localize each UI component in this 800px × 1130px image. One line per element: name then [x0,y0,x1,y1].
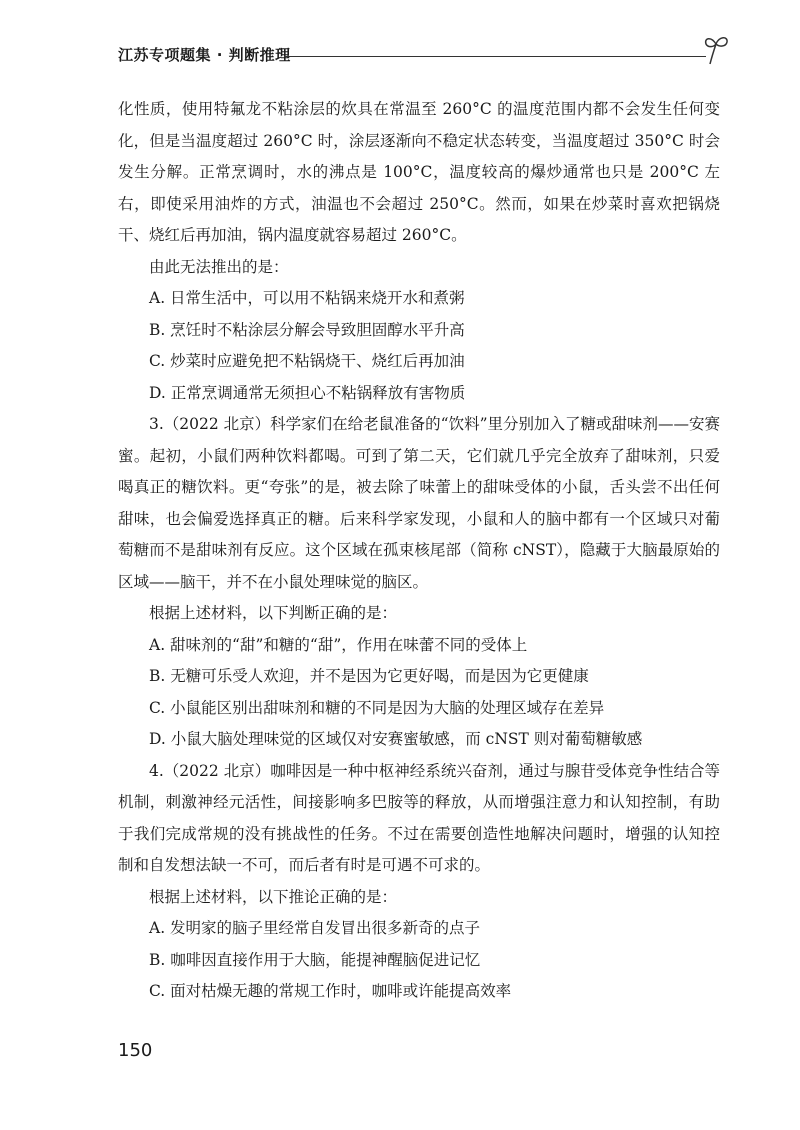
question-stem: 4.（2022 北京）咖啡因是一种中枢神经系统兴奋剂，通过与腺苷受体竞争性结合等机制，刺激神经元活性，间接影响多巴胺等的释放，从而增强注意力和认知控制，有助于我们完成常规的没有挑战性的任务。不过在需要创造性地解决问题时，增强的认知控制和自发想法缺一不可，而后者有时是可遇不可求的。 [118,761,720,874]
question-prompt: 根据上述材料，以下推论正确的是： [149,887,398,906]
page-content [118,94,720,1008]
continued-question [118,94,720,409]
option-c: C. 面对枯燥无趣的常规工作时，咖啡或许能提高效率 [149,982,512,1000]
option-d: D. 正常烹调通常无须担心不粘锅释放有害物质 [149,383,466,402]
running-header [118,38,730,70]
option-b: B. 无糖可乐受人欢迎，并不是因为它更好喝，而是因为它更健康 [149,667,589,685]
question-4 [118,756,720,1008]
header-title: 江苏专项题集 · 判断推理 [118,46,291,64]
option-b: B. 咖啡因直接作用于大脑，能提神醒脑促进记忆 [149,950,481,969]
option-a: A. 甜味剂的“甜”和糖的“甜”，作用在味蕾不同的受体上 [149,635,528,654]
question-prompt: 由此无法推出的是： [149,257,289,276]
option-c: C. 小鼠能区别出甜味剂和糖的不同是因为大脑的处理区域存在差异 [149,698,605,717]
option-a: A. 日常生活中，可以用不粘锅来烧开水和煮粥 [149,289,465,307]
option-c: C. 炒菜时应避免把不粘锅烧干、烧红后再加油 [149,352,465,370]
option-a: A. 发明家的脑子里经常自发冒出很多新奇的点子 [149,919,481,937]
option-b: B. 烹饪时不粘涂层分解会导致胆固醇水平升高 [149,320,465,339]
question-stem: 3.（2022 北京）科学家们在给老鼠准备的“饮料”里分别加入了糖或甜味剂——安赛蜜。起初，小鼠们两种饮料都喝。可到了第二天，它们就几乎完全放弃了甜味剂，只爱喝真正的糖饮料。更“夸张”的是，被去除了味蕾上的甜味受体的小鼠，舌头尝不出任何甜味，也会偏爱选择真正的糖。后来科学家发现，小鼠和人的脑中都有一个区域只对葡萄糖而不是甜味剂有反应。这个区域在孤束核尾部（简称 cNST），隐藏于大脑最原始的区域——脑干，并不在小鼠处理味觉的脑区。 [118,415,721,591]
question-stem: 化性质，使用特氟龙不粘涂层的炊具在常温至 260°C 的温度范围内都不会发生任何变化，但是当温度超过 260°C 时，涂层逐渐向不稳定状态转变，当温度超过 350°C 时会发生分解。正常烹调时，水的沸点是 100°C，温度较高的爆炒通常也只是 200°C 左右，即使采用油炸的方式，油温也不会超过 250°C。然而，如果在炒菜时喜欢把锅烧干、烧红后再加油，锅内温度就容易超过 260°C。 [118,100,720,244]
sprout-icon [702,34,730,66]
option-d: D. 小鼠大脑处理味觉的区域仅对安赛蜜敏感，而 cNST 则对葡萄糖敏感 [149,730,643,748]
page-number: 150 [118,1040,153,1061]
question-3 [118,409,720,756]
header-rule [284,56,706,57]
question-prompt: 根据上述材料，以下判断正确的是： [149,604,398,622]
